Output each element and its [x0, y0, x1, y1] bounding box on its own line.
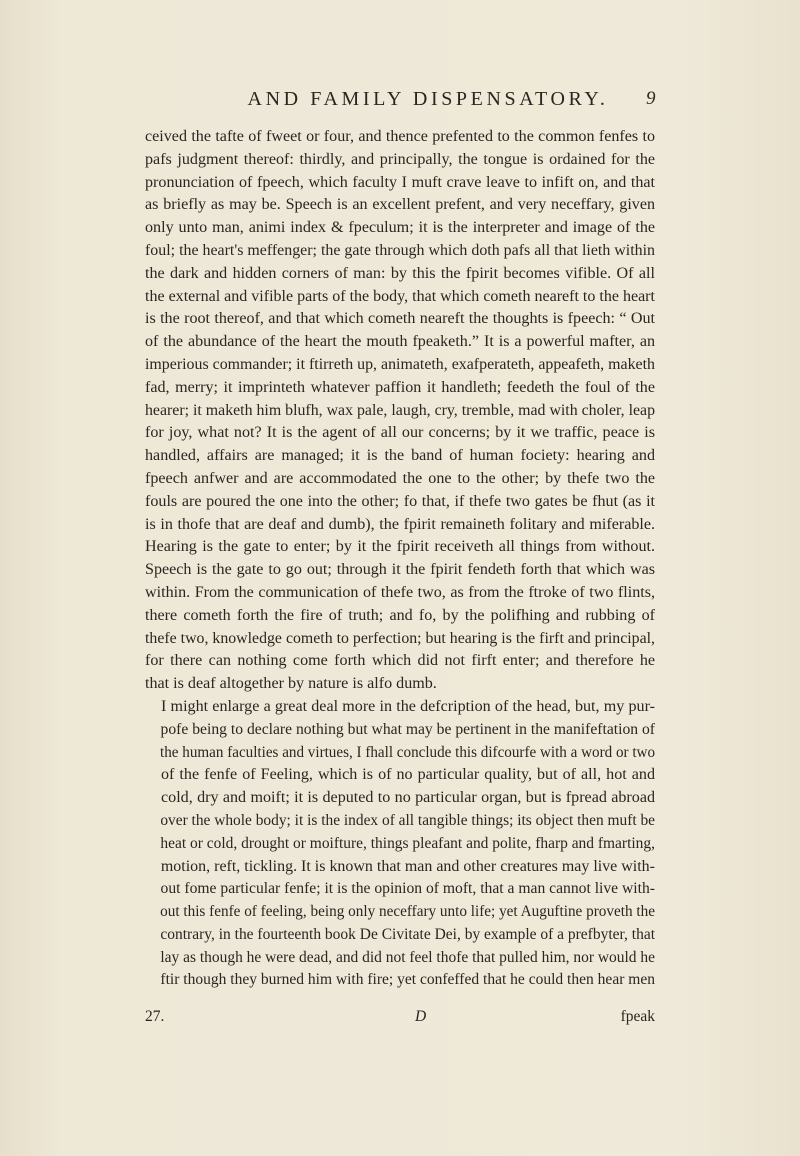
- text-line: only unto man, animi index & fpeculum; it is the interpreter and image of the: [145, 219, 656, 237]
- text-line: I might enlarge a great deal more in the defcription of the head, but, my pur-: [161, 697, 655, 715]
- text-line: thefe two, knowledge cometh to perfection; but hearing is the firft and principal,: [145, 629, 656, 647]
- text-line: pofe being to declare nothing but what may be pertinent in the manifeftation of: [160, 720, 656, 738]
- text-line: hearer; it maketh him blufh, wax pale, laugh, cry, tremble, mad with choler, leap: [145, 401, 656, 419]
- text-line: foul; the heart's meffenger; the gate through which doth pafs all that lieth within: [145, 241, 655, 259]
- text-line: as briefly as may be. Speech is an excellent prefent, and very neceffary, given: [145, 196, 656, 214]
- signature-number: 27.: [145, 1008, 165, 1025]
- text-line: for there can nothing come forth which did not firft enter; and therefore he: [145, 652, 656, 670]
- text-line: pafs judgment thereof: thirdly, and principally, the tongue is ordained for the: [145, 150, 656, 168]
- text-line: imperious commander; it ftirreth up, animateth, exafperateth, appeafeth, maketh: [145, 355, 655, 373]
- page-number: 9: [646, 88, 656, 109]
- text-line: handled, affairs are managed; it is the band of human fociety: hearing and: [145, 447, 656, 465]
- text-line: that is deaf altogether by nature is alfo dumb.: [145, 675, 437, 693]
- text-line: of the fenfe of Feeling, which is of no particular quality, but of all, hot and: [161, 766, 655, 784]
- text-line: ftir though they burned him with fire; yet confeffed that he could then hear men: [160, 971, 655, 989]
- page-footer: [145, 1008, 655, 1030]
- text-line: cold, dry and moift; it is deputed to no particular organ, but is fpread abroad: [161, 789, 656, 807]
- text-line: ceived the tafte of fweet or four, and thence prefented to the common fenfes to: [145, 128, 655, 145]
- paragraph-feeling: [145, 696, 655, 992]
- text-line: fouls are poured the one into the other; fo that, if thefe two gates be fhut (as it: [145, 492, 656, 510]
- text-line: Speech is the gate to go out; through it the fpirit fendeth forth that which was: [145, 561, 656, 579]
- text-line: out fome particular fenfe; it is the opinion of moft, that a man cannot live with-: [160, 880, 655, 898]
- text-line: the human faculties and virtues, I fhall conclude this difcourfe with a word or two: [160, 743, 656, 761]
- text-line: for joy, what not? It is the agent of all our concerns; by it we traffic, peace is: [145, 424, 655, 442]
- catchword: fpeak: [620, 1008, 655, 1025]
- text-line: pronunciation of fpeech, which faculty I muft crave leave to infift on, and that: [145, 173, 656, 191]
- text-line: is the root thereof, and that which cometh neareft the thoughts is fpeech: “ Out: [145, 310, 655, 328]
- text-line: lay as though he were dead, and did not feel thofe that pulled him, nor would he: [160, 948, 655, 966]
- text-line: Hearing is the gate to enter; by it the fpirit receiveth all things from without.: [145, 538, 656, 556]
- text-line: is in thofe that are deaf and dumb), the fpirit remaineth folitary and miferable.: [145, 515, 656, 533]
- running-head: AND FAMILY DISPENSATORY.: [247, 88, 609, 110]
- text-line: contrary, in the fourteenth book De Civitate Dei, by example of a prefbyter, that: [160, 925, 655, 943]
- text-line: fad, merry; it imprinteth whatever paffion it handleth; feedeth the foul of the: [145, 378, 655, 396]
- text-line: over the whole body; it is the index of all tangible things; its object then muft be: [160, 811, 656, 829]
- text-line: motion, reft, tickling. It is known that man and other creatures may live with-: [160, 857, 655, 875]
- text-line: the external and vifible parts of the body, that which cometh neareft to the heart: [145, 287, 655, 305]
- text-line: of the abundance of the heart the mouth fpeaketh.” It is a powerful mafter, an: [145, 333, 656, 351]
- text-line: there cometh forth the fire of truth; and fo, by the polifhing and rubbing of: [145, 606, 655, 624]
- text-line: heat or cold, drought or moifture, things pleafant and polite, fharp and fmarting,: [160, 834, 655, 852]
- text-line: within. From the communication of thefe two, as from the ftroke of two flints,: [145, 583, 656, 601]
- paragraph-speech: [145, 126, 655, 696]
- body-text: [145, 126, 655, 992]
- text-line: the dark and hidden corners of man: by this the fpirit becomes vifible. Of all: [145, 264, 655, 282]
- text-line: fpeech anfwer and are accommodated the one to the other; by thefe two the: [145, 469, 656, 487]
- text-line: out this fenfe of feeling, being only neceffary unto life; yet Auguftine proveth the: [160, 903, 655, 921]
- signature-mark: D: [415, 1008, 427, 1025]
